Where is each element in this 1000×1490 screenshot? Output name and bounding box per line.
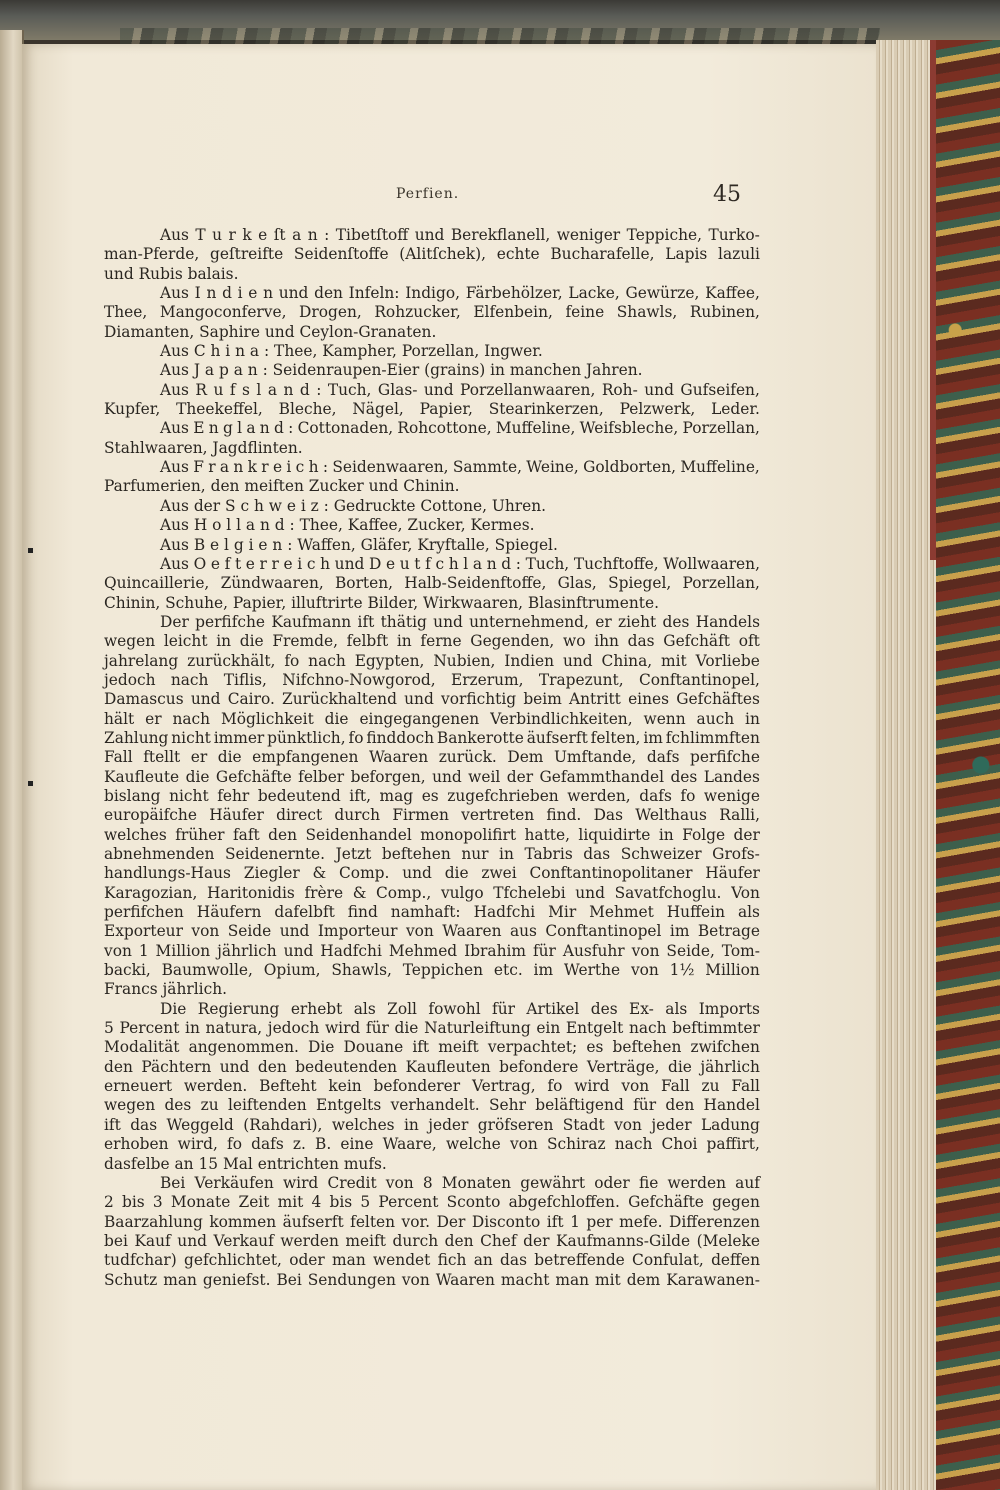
text-line: Zahlung nicht immer pünktlich, fo finddoch Bankerotte äufserft felten, im fchlimmften <box>104 728 760 747</box>
text-line: 2 bis 3 Monate Zeit mit 4 bis 5 Percent Sconto abgefchloffen. Gefchäfte gegen <box>104 1193 760 1212</box>
text-line: europäifche Häufer direct durch Firmen vertreten find. Das Welthaus Ralli, <box>104 806 760 825</box>
running-header: Perfien. <box>396 186 460 202</box>
text-line: Chinin, Schuhe, Papier, illuftrirte Bilder, Wirkwaaren, Blasinftrumente. <box>104 593 659 612</box>
text-line: Aus I n d i e n und den Infeln: Indigo, Färbehölzer, Lacke, Gewürze, Kaffee, <box>160 284 760 303</box>
text-line: Bei Verkäufen wird Credit von 8 Monaten gewährt oder fie werden auf <box>160 1173 760 1192</box>
text-line: Diamanten, Saphire und Ceylon-Granaten. <box>104 322 437 341</box>
left-page-edge <box>0 30 24 1490</box>
text-line: Aus J a p a n : Seidenraupen-Eier (grains) in manchen Jahren. <box>160 361 643 380</box>
text-line: jedoch nach Tiflis, Nifchno-Nowgorod, Erzerum, Trapezunt, Conftantinopel, <box>104 670 760 689</box>
text-line: Aus B e l g i e n : Waffen, Gläfer, Kryftalle, Spiegel. <box>160 535 558 554</box>
body-text <box>104 226 760 1290</box>
text-line: Der perfifche Kaufmann ift thätig und unternehmend, er zieht des Handels <box>160 612 760 631</box>
text-line: Fall ftellt er die empfangenen Waaren zurück. Dem Umftande, dafs perfifche <box>104 748 760 767</box>
text-line: perfifchen Häufern dafelbft find namhaft: Hadfchi Mir Mehmet Huffein als <box>104 903 760 922</box>
text-line: wegen des zu leiftenden Entgelts verhandelt. Sehr beläftigend für den Handel <box>104 1096 760 1115</box>
text-line: Aus E n g l a n d : Cottonaden, Rohcottone, Muffeline, Weifsbleche, Porzellan, <box>160 419 760 438</box>
text-line: wegen leicht in die Fremde, felbft in ferne Gegenden, wo ihn das Gefchäft oft <box>104 632 760 651</box>
marbled-cover <box>936 40 1000 1490</box>
text-line: ift das Weggeld (Rahdari), welches in jeder gröfseren Stadt von jeder Ladung <box>104 1115 760 1134</box>
text-line: handlungs-Haus Ziegler & Comp. und die zwei Conftantinopolitaner Häufer <box>104 864 760 883</box>
text-line: Kupfer, Theekeffel, Bleche, Nägel, Papier, Stearinkerzen, Pelzwerk, Leder. <box>104 400 760 419</box>
text-line: bei Kauf und Verkauf werden meift durch den Chef der Kaufmanns-Gilde (Meleke <box>104 1231 760 1250</box>
page-edges <box>876 40 936 1490</box>
page-number: 45 <box>713 182 741 207</box>
text-line: jahrelang zurückhält, fo nach Egypten, Nubien, Indien und China, mit Vorliebe <box>104 651 760 670</box>
text-line: erhoben wird, fo dafs z. B. eine Waare, welche von Schiraz nach Choi paffirt, <box>104 1135 760 1154</box>
text-line: Exporteur von Seide und Importeur von Waaren aus Conftantinopel im Betrage <box>104 922 760 941</box>
text-line: Aus der S c h w e i z : Gedruckte Cottone, Uhren. <box>160 496 547 515</box>
text-line: man-Pferde, geſtreifte Seidenſtoffe (Alitſchek), echte Bucharafelle, Lapis lazuli <box>104 245 760 264</box>
text-line: dasfelbe an 15 Mal entrichten mufs. <box>104 1154 387 1173</box>
text-line: Aus C h i n a : Thee, Kampher, Porzellan, Ingwer. <box>160 342 543 361</box>
text-line: Die Regierung erhebt als Zoll fowohl für Artikel des Ex- als Imports <box>160 999 760 1018</box>
text-line: hält er nach Möglichkeit die eingegangenen Verbindlichkeiten, wenn auch in <box>104 709 760 728</box>
text-line: Baarzahlung kommen äufserft felten vor. Der Disconto ift 1 per mefe. Differenzen <box>104 1212 760 1231</box>
text-line: erneuert werden. Befteht kein befonderer Vertrag, fo wird von Fall zu Fall <box>104 1077 760 1096</box>
text-line: Aus F r a n k r e i c h : Seidenwaaren, Sammte, Weine, Goldborten, Muffeline, <box>160 458 760 477</box>
text-line: Damascus und Cairo. Zurückhaltend und vorfichtig beim Antritt eines Gefchäftes <box>104 690 760 709</box>
margin-mark <box>28 548 33 553</box>
text-line: Aus H o l l a n d : Thee, Kaffee, Zucker, Kermes. <box>160 516 535 535</box>
text-line: Aus O e f t e r r e i c h und D e u t f c h l a n d : Tuch, Tuchftoffe, Wollwaaren, <box>160 554 760 573</box>
text-line: Karagozian, Haritonidis frère & Comp., vulgo Tfchelebi und Savatfchoglu. Von <box>104 883 760 902</box>
text-line: Parfumerien, den meiften Zucker und Chinin. <box>104 477 460 496</box>
text-line: Schutz man geniefst. Bei Sendungen von Waaren macht man mit dem Karawanen- <box>104 1270 760 1289</box>
text-line: welches früher faft den Seidenhandel monopolifirt hatte, liquidirte in Folge der <box>104 825 760 844</box>
text-line: den Pächtern und den bedeutenden Kaufleuten befondere Verträge, die jährlich <box>104 1057 760 1076</box>
text-line: abnehmenden Seidenernte. Jetzt beftehen nur in Tabris das Schweizer Grofs- <box>104 845 760 863</box>
text-line: tudfchar) gefchlichtet, oder man wendet fich an das betreffende Confulat, deffen <box>104 1251 760 1270</box>
text-line: bislang nicht fehr bedeutend ift, mag es zugefchrieben werden, dafs fo wenige <box>104 786 760 805</box>
text-line: Francs jährlich. <box>104 980 228 999</box>
text-line: und Rubis balais. <box>104 264 239 283</box>
text-line: Stahlwaaren, Jagdflinten. <box>104 438 303 457</box>
text-line: Aus T u r k e ſt a n : Tibetſtoff und Berekflanell, weniger Teppiche, Turko- <box>160 226 760 244</box>
text-line: 5 Percent in natura, jedoch wird für die Naturleiftung ein Entgelt nach beftimmter <box>104 1019 760 1038</box>
text-line: Quincaillerie, Zündwaaren, Borten, Halb-Seidenftoffe, Glas, Spiegel, Porzellan, <box>104 574 760 593</box>
margin-mark <box>28 781 33 786</box>
text-line: von 1 Million jährlich und Hadfchi Mehmed Ibrahim für Ausfuhr von Seide, Tom- <box>104 941 760 960</box>
text-line: Thee, Mangoconferve, Drogen, Rohzucker, Elfenbein, feine Shawls, Rubinen, <box>104 303 760 322</box>
text-line: Aus R u f s l a n d : Tuch, Glas- und Porzellanwaaren, Roh- und Gufseifen, <box>160 380 760 399</box>
text-line: Modalität angenommen. Die Douane ift meift verpachtet; es beftehen zwifchen <box>104 1038 760 1057</box>
text-line: Kaufleute die Gefchäfte felber beforgen, und weil der Gefammthandel des Landes <box>104 767 760 786</box>
text-line: backi, Baumwolle, Opium, Shawls, Teppichen etc. im Werthe von 1½ Million <box>104 961 760 980</box>
